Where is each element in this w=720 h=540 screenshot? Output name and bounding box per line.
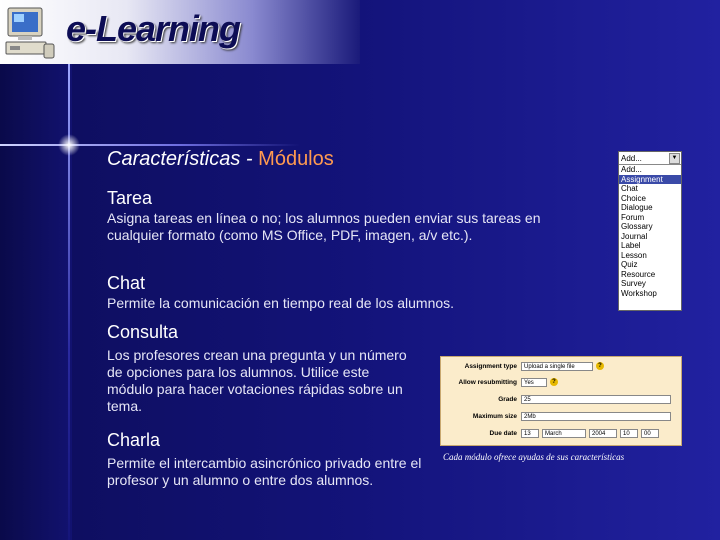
dropdown-option[interactable]: Dialogue (621, 203, 653, 212)
section-heading-consulta: Consulta (107, 322, 179, 342)
form-caption: Cada módulo ofrece ayudas de sus características (443, 452, 625, 462)
dropdown-value: Add... (621, 153, 642, 163)
due-minute-select[interactable]: 00 (641, 429, 659, 438)
left-band (0, 0, 72, 540)
due-day-select[interactable]: 13 (521, 429, 539, 438)
add-activity-dropdown[interactable] (618, 151, 682, 311)
section-body-charla: Permite el intercambio asincrónico privado entre el profesor y un alumno o entre dos alumnos. (107, 455, 422, 488)
form-row-maximum-size (441, 410, 681, 422)
dropdown-option[interactable]: Chat (621, 184, 638, 193)
dropdown-option[interactable]: Resource (621, 269, 656, 279)
form-label: Grade (498, 395, 517, 403)
dropdown-option[interactable]: Lesson (621, 250, 647, 260)
due-hour-select[interactable]: 10 (620, 429, 638, 438)
section-body-tarea: Asigna tareas en línea o no; los alumnos pueden enviar sus tareas en cualquier formato (como MS Office, PDF, imagen, a/v etc.). (107, 210, 541, 243)
maximum-size-select[interactable]: 2Mb (521, 412, 671, 421)
allow-resubmitting-select[interactable]: Yes (521, 378, 547, 387)
title-part2: Módulos (258, 148, 334, 170)
form-row-due-date (441, 427, 681, 439)
section-heading-chat: Chat (107, 273, 146, 293)
due-month-select[interactable]: March (542, 429, 586, 438)
dropdown-option[interactable]: Choice (621, 193, 646, 203)
section-heading-tarea: Tarea (107, 188, 153, 208)
logo-text: e-Learning (66, 8, 241, 49)
dropdown-option[interactable]: Quiz (621, 260, 638, 269)
form-label: Maximum size (472, 412, 517, 420)
slide-title (107, 148, 334, 171)
dropdown-option[interactable]: Label (621, 241, 641, 250)
form-row-grade (441, 393, 681, 405)
dropdown-option[interactable]: Workshop (621, 288, 657, 298)
section-body-chat: Permite la comunicación en tiempo real de los alumnos. (107, 295, 455, 311)
form-label: Allow resubmitting (458, 378, 517, 386)
section-heading-charla: Charla (107, 430, 161, 450)
form-row-allow-resubmitting (441, 376, 681, 388)
form-label: Due date (489, 429, 517, 437)
grade-select[interactable]: 25 (521, 395, 671, 404)
header-banner (0, 0, 360, 64)
help-icon[interactable]: ? (550, 378, 558, 386)
due-year-select[interactable]: 2004 (589, 429, 617, 438)
computer-icon (4, 4, 56, 60)
assignment-settings-form (440, 356, 682, 446)
help-icon[interactable]: ? (596, 362, 604, 370)
section-body-consulta: Los profesores crean una pregunta y un número de opciones para los alumnos. Utilice este módulo para hacer votaciones rápidas sobre un tema. (107, 347, 407, 414)
form-row-assignment-type (441, 360, 681, 372)
sparkle-icon (58, 134, 80, 156)
dropdown-option[interactable]: Glossary (621, 222, 653, 231)
dropdown-option[interactable]: Journal (621, 231, 648, 241)
decorative-horizontal-line (0, 144, 300, 146)
dropdown-option[interactable]: Survey (621, 279, 646, 288)
dropdown-option[interactable]: Add... (621, 165, 642, 174)
assignment-type-select[interactable]: Upload a single file (521, 362, 593, 371)
chevron-down-icon[interactable]: ▼ (669, 153, 680, 164)
dropdown-option[interactable]: Forum (621, 212, 645, 222)
title-part1: Características - (107, 148, 259, 170)
dropdown-header[interactable] (619, 152, 681, 165)
dropdown-option-selected[interactable]: Assignment (619, 175, 681, 185)
form-label: Assignment type (464, 362, 517, 370)
